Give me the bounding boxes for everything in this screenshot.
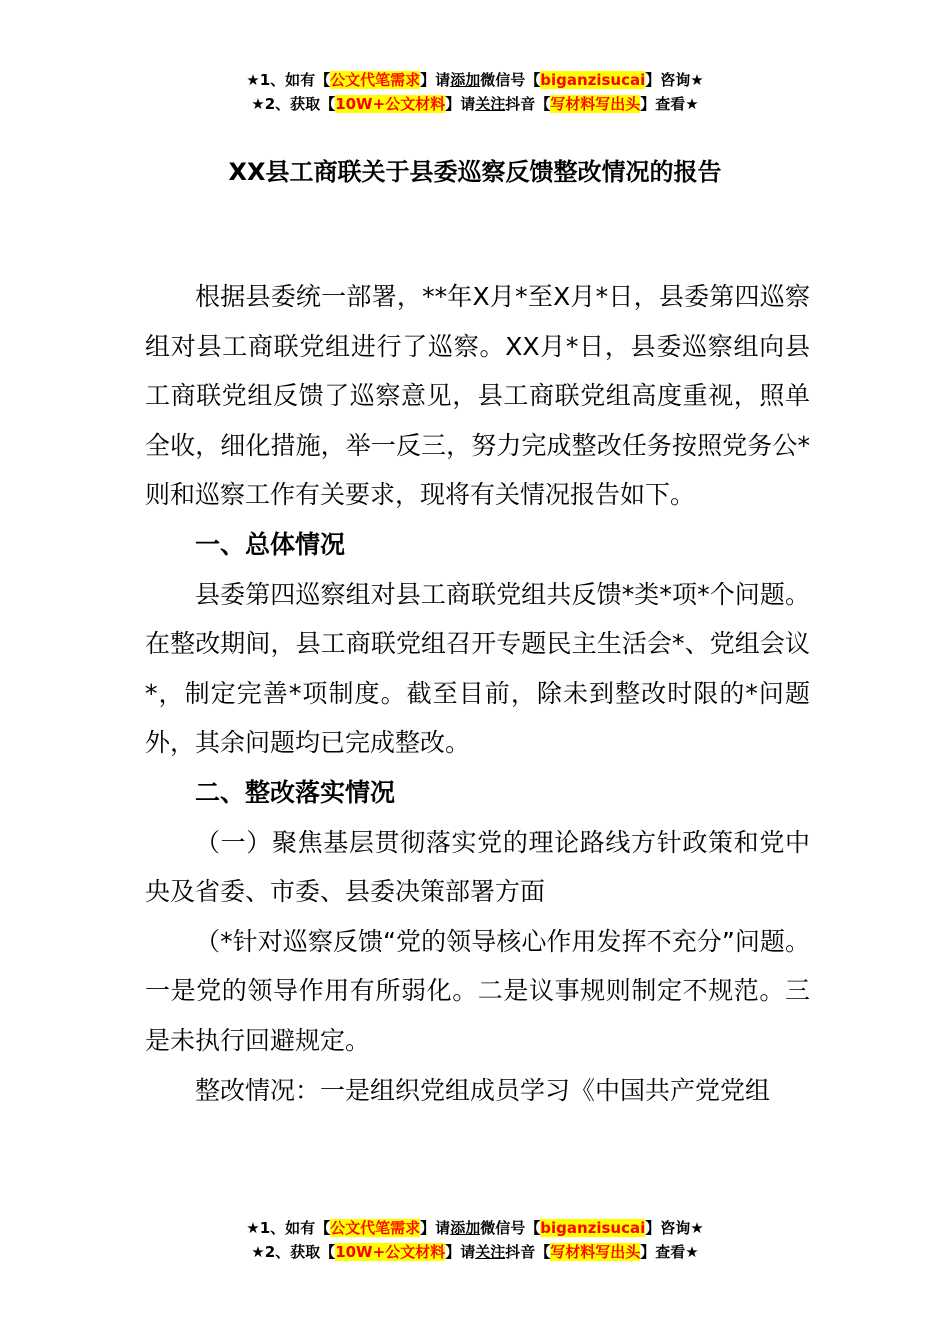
banner-line-1 <box>0 68 950 92</box>
banner-line-1 <box>0 1216 950 1240</box>
banner-highlight-materials: 10W+公文材料 <box>335 95 446 113</box>
banner-line-1-suffix: 】咨询★ <box>645 71 704 89</box>
banner-line-2-mid2: 抖音【 <box>505 1243 551 1261</box>
banner-line-1-mid2: 微信号【 <box>480 1219 541 1237</box>
banner-line-1-prefix: ★1、如有【 <box>246 71 331 89</box>
banner-line-2 <box>0 92 950 116</box>
paragraph-rectification-status: 整改情况：一是组织党组成员学习《中国共产党党组 <box>195 1075 771 1105</box>
footer-banner <box>0 1216 950 1264</box>
banner-highlight-service: 公文代笔需求 <box>330 71 421 89</box>
banner-line-2-suffix: 】查看★ <box>640 95 699 113</box>
document-body <box>145 272 810 1115</box>
banner-line-1-suffix: 】咨询★ <box>645 1219 704 1237</box>
banner-line-1-mid: 】请 <box>420 1219 451 1237</box>
banner-highlight-wechat-id: biganzisucai <box>540 71 646 89</box>
banner-highlight-douyin-account: 写材料写出头 <box>550 95 641 113</box>
section-heading-overall: 一、总体情况 <box>195 529 346 559</box>
banner-line-2-suffix: 】查看★ <box>640 1243 699 1261</box>
banner-highlight-wechat-id: biganzisucai <box>540 1219 646 1237</box>
banner-highlight-materials: 10W+公文材料 <box>335 1243 446 1261</box>
banner-line-2-mid2: 抖音【 <box>505 95 551 113</box>
banner-underline-follow: 关注 <box>475 95 506 113</box>
paragraph-issue: （*针对巡察反馈“党的领导核心作用发挥不充分”问题。一是党的领导作用有所弱化。二是议事规则制定不规范。三是未执行回避规定。 <box>145 926 810 1055</box>
banner-line-2-prefix: ★2、获取【 <box>251 1243 336 1261</box>
banner-underline-add: 添加 <box>450 71 481 89</box>
banner-line-2-mid: 】请 <box>445 95 476 113</box>
banner-line-1-mid: 】请 <box>420 71 451 89</box>
header-banner <box>0 68 950 116</box>
paragraph-intro: 根据县委统一部署，**年X月*至X月*日，县委第四巡察组对县工商联党组进行了巡察。XX月*日，县委巡察组向县工商联党组反馈了巡察意见，县工商联党组高度重视，照单全收，细化措施，举一反三，努力完成整改任务按照党务公*则和巡察工作有关要求，现将有关情况报告如下。 <box>145 282 810 510</box>
banner-underline-follow: 关注 <box>475 1243 506 1261</box>
document-title: XX县工商联关于县委巡察反馈整改情况的报告 <box>228 158 722 186</box>
banner-highlight-service: 公文代笔需求 <box>330 1219 421 1237</box>
banner-underline-add: 添加 <box>450 1219 481 1237</box>
paragraph-subsection-1: （一）聚焦基层贯彻落实党的理论路线方针政策和党中央及省委、市委、县委决策部署方面 <box>145 827 810 907</box>
banner-highlight-douyin-account: 写材料写出头 <box>550 1243 641 1261</box>
paragraph-overall: 县委第四巡察组对县工商联党组共反馈*类*项*个问题。在整改期间，县工商联党组召开专题民主生活会*、党组会议*，制定完善*项制度。截至目前，除未到整改时限的*问题外，其余问题均已完成整改。 <box>145 579 810 758</box>
section-heading-rectification: 二、整改落实情况 <box>195 777 396 807</box>
banner-line-1-mid2: 微信号【 <box>480 71 541 89</box>
banner-line-2 <box>0 1240 950 1264</box>
banner-line-2-mid: 】请 <box>445 1243 476 1261</box>
banner-line-1-prefix: ★1、如有【 <box>246 1219 331 1237</box>
banner-line-2-prefix: ★2、获取【 <box>251 95 336 113</box>
